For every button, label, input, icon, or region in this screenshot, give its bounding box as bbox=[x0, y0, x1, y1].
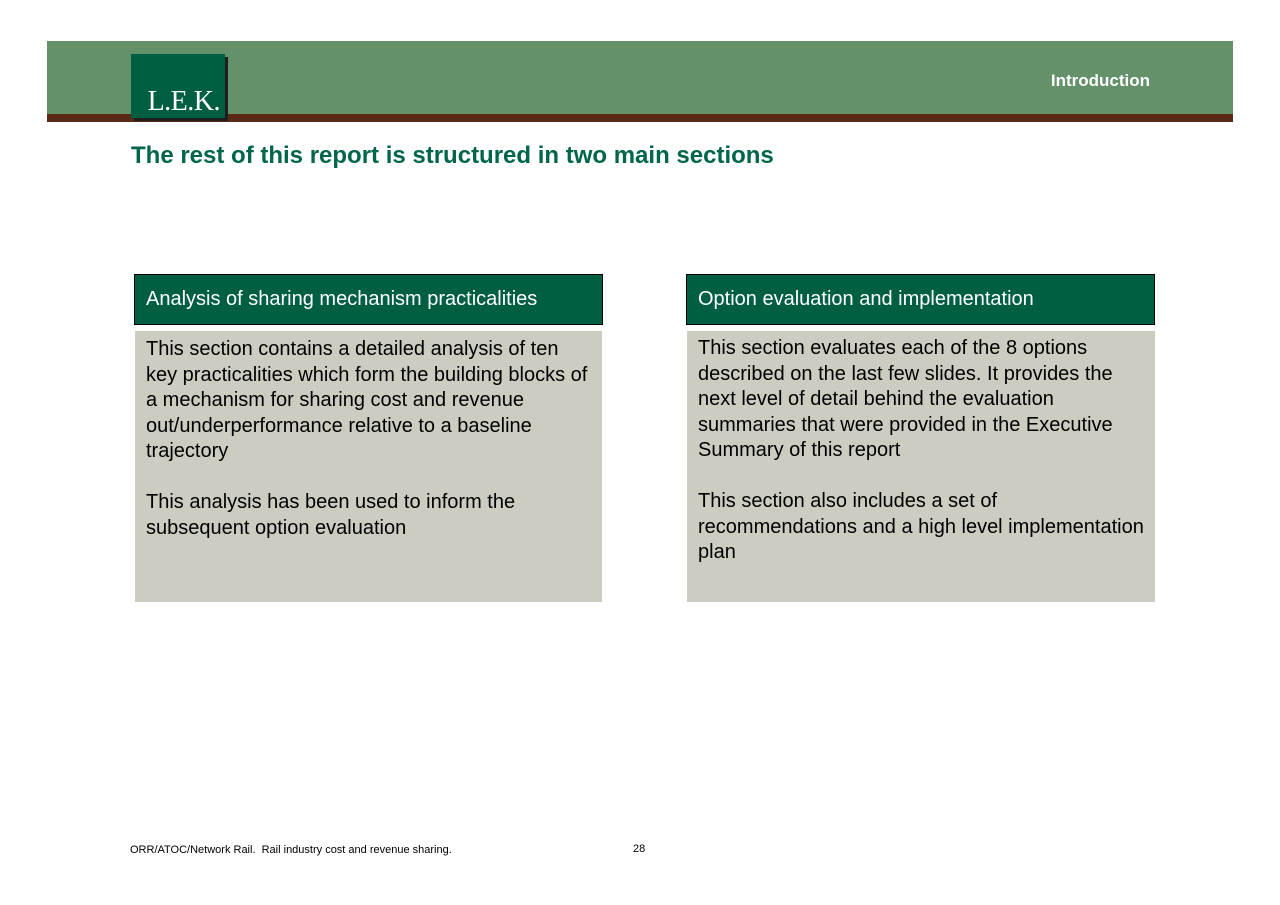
panel-heading-option-evaluation: Option evaluation and implementation bbox=[686, 274, 1155, 325]
logo-text: L.E.K. bbox=[147, 86, 220, 117]
panel-body-analysis bbox=[135, 331, 602, 602]
panel-paragraph: This section evaluates each of the 8 options described on the last few slides. It provides the next level of detail behind the evaluation summaries that were provided in the Executive Summary of this report bbox=[698, 337, 1113, 461]
lek-logo bbox=[131, 54, 225, 118]
panel-paragraph: This section contains a detailed analysis of ten key practicalities which form the building blocks of a mechanism for sharing cost and revenue out/underperformance relative to a baseline trajectory bbox=[146, 338, 588, 462]
footer-source: ORR/ATOC/Network Rail. Rail industry cost and revenue sharing. bbox=[130, 844, 452, 856]
panel-paragraph: This section also includes a set of recommendations and a high level implementation plan bbox=[698, 490, 1144, 563]
panel-heading-analysis: Analysis of sharing mechanism practicalities bbox=[134, 274, 603, 325]
panel-paragraph: This analysis has been used to inform the subsequent option evaluation bbox=[146, 491, 516, 539]
page-number: 28 bbox=[633, 843, 646, 855]
page-title: The rest of this report is structured in two main sections bbox=[131, 142, 774, 169]
section-label: Introduction bbox=[1050, 71, 1150, 90]
panel-body-option-evaluation bbox=[687, 331, 1155, 602]
